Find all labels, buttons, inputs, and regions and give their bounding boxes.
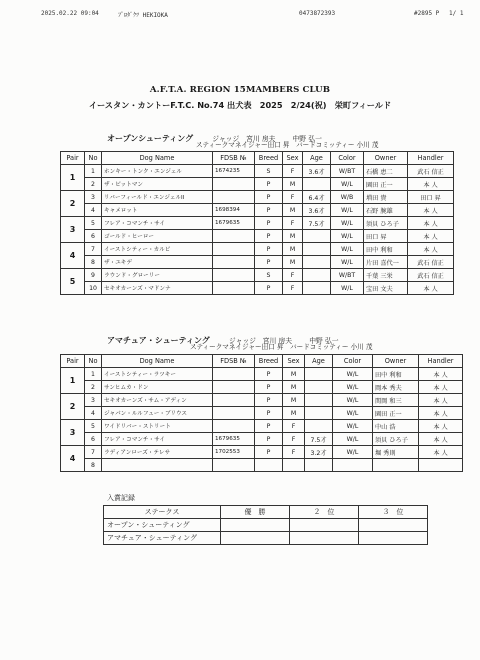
- handler: 本 人: [419, 446, 463, 459]
- breed: P: [255, 282, 283, 295]
- dog-name: サンヒムカ・ドン: [102, 381, 213, 394]
- col-no: No: [85, 152, 102, 165]
- entry-row: [61, 368, 463, 381]
- entry-row: [61, 243, 454, 256]
- sex: F: [283, 282, 303, 295]
- handler: 本 人: [408, 217, 454, 230]
- sex: M: [283, 407, 305, 420]
- entry-row: [61, 420, 463, 433]
- open-judge-2: 中野 弘一: [292, 135, 322, 143]
- sex: M: [283, 243, 303, 256]
- owner: 石橋 恵二: [364, 165, 408, 178]
- age: 3.6才: [303, 165, 331, 178]
- handler: 本 人: [419, 433, 463, 446]
- fdsb-number: [213, 178, 255, 191]
- sex: F: [283, 191, 303, 204]
- club-title: A.F.T.A. REGION 15MAMBERS CLUB: [149, 85, 331, 95]
- breed: [255, 459, 283, 472]
- fdsb-number: 1674235: [213, 165, 255, 178]
- breed: P: [255, 217, 283, 230]
- handler: 武石 信正: [408, 256, 454, 269]
- owner: 田中 利和: [373, 368, 419, 381]
- fax-header: [0, 10, 480, 20]
- age: [305, 459, 333, 472]
- fdsb-number: 1679635: [213, 217, 255, 230]
- handler: 本 人: [408, 230, 454, 243]
- coat-color: W/L: [333, 407, 373, 420]
- owner: 堀 秀則: [373, 446, 419, 459]
- event-title: イースタン・カントーF.T.C. No.74 出犬表 2025 2/24(祝) 栄町フィールド: [88, 100, 392, 110]
- owner: 増田 貴: [364, 191, 408, 204]
- results-first-cell: [221, 532, 290, 545]
- owner: 須貝 ひろ子: [373, 433, 419, 446]
- entry-row: [61, 204, 454, 217]
- sex: F: [283, 420, 305, 433]
- entry-no: 4: [85, 204, 102, 217]
- entry-row: [61, 394, 463, 407]
- results-second-cell: [290, 519, 359, 532]
- dog-name: ワイドリバー・ストリート: [102, 420, 213, 433]
- col-owner: Owner: [373, 355, 419, 368]
- age: [303, 243, 331, 256]
- coat-color: W/L: [333, 446, 373, 459]
- breed: P: [255, 368, 283, 381]
- entry-no: 4: [85, 407, 102, 420]
- results-stake-name: オープン・シューティング: [104, 519, 221, 532]
- entry-row: [61, 407, 463, 420]
- fax-job: #2895 P: [414, 10, 440, 17]
- entry-no: 7: [85, 243, 102, 256]
- results-first-cell: [221, 519, 290, 532]
- open-entries-table: [60, 151, 454, 295]
- age: [305, 381, 333, 394]
- breed: P: [255, 230, 283, 243]
- dog-name: ゴールド・ヒーロー: [102, 230, 213, 243]
- dog-name: セキオカーンズ・サム・アディン: [102, 394, 213, 407]
- owner: [373, 459, 419, 472]
- age: [303, 230, 331, 243]
- owner: 須貝 ひろ子: [364, 217, 408, 230]
- handler: 本 人: [408, 178, 454, 191]
- col-sex: Sex: [283, 152, 303, 165]
- sex: M: [283, 256, 303, 269]
- results-stake-name: アマチュア・シューティング: [104, 532, 221, 545]
- age: [303, 178, 331, 191]
- entry-row: [61, 178, 454, 191]
- sex: F: [283, 165, 303, 178]
- handler: 武石 信正: [408, 269, 454, 282]
- owner: 中山 浩: [373, 420, 419, 433]
- results-row: [104, 532, 428, 545]
- entry-no: 2: [85, 381, 102, 394]
- coat-color: W/L: [331, 204, 364, 217]
- coat-color: W/L: [333, 420, 373, 433]
- pair-number: 5: [61, 269, 85, 295]
- col-color: Color: [333, 355, 373, 368]
- fdsb-number: [213, 191, 255, 204]
- sex: F: [283, 446, 305, 459]
- age: [303, 256, 331, 269]
- pair-number: 3: [61, 420, 85, 446]
- results-second-cell: [290, 532, 359, 545]
- pair-number: 4: [61, 243, 85, 269]
- handler: 本 人: [408, 204, 454, 217]
- entry-no: 1: [85, 165, 102, 178]
- dog-name: ラディアンローズ・テレサ: [102, 446, 213, 459]
- entry-row: [61, 165, 454, 178]
- sex: M: [283, 230, 303, 243]
- col-age: Age: [305, 355, 333, 368]
- age: 3.2才: [305, 446, 333, 459]
- handler: 本 人: [419, 420, 463, 433]
- open-section-title: オープンシューティング: [107, 134, 194, 143]
- fdsb-number: [213, 282, 255, 295]
- entry-no: 2: [85, 178, 102, 191]
- coat-color: W/B: [331, 191, 364, 204]
- handler: 田口 昇: [408, 191, 454, 204]
- amateur-entries-table: [60, 354, 463, 472]
- sex: F: [283, 217, 303, 230]
- dog-name: フレア・コマンチ・サイ: [102, 217, 213, 230]
- breed: P: [255, 446, 283, 459]
- breed: P: [255, 420, 283, 433]
- pair-number: 2: [61, 191, 85, 217]
- coat-color: W/BT: [331, 165, 364, 178]
- dog-name: キャメロット: [102, 204, 213, 217]
- col-no: No: [85, 355, 102, 368]
- amateur-header-row: [61, 355, 463, 368]
- age: 7.5才: [303, 217, 331, 230]
- col-color: Color: [331, 152, 364, 165]
- owner: 田口 昇: [364, 230, 408, 243]
- fdsb-number: [213, 381, 255, 394]
- fax-page: 1/ 1: [449, 10, 464, 17]
- entry-row: [61, 433, 463, 446]
- fax-phone: 0473872393: [299, 10, 336, 17]
- pair-number: 2: [61, 394, 85, 420]
- fdsb-number: 1698394: [213, 204, 255, 217]
- coat-color: W/L: [331, 217, 364, 230]
- handler: 本 人: [419, 407, 463, 420]
- breed: S: [255, 269, 283, 282]
- sex: M: [283, 204, 303, 217]
- results-col-second: ２ 位: [290, 506, 359, 519]
- entry-no: 6: [85, 230, 102, 243]
- entry-no: 9: [85, 269, 102, 282]
- entry-row: [61, 459, 463, 472]
- age: [303, 282, 331, 295]
- entry-no: 5: [85, 420, 102, 433]
- fdsb-number: [213, 407, 255, 420]
- handler: [419, 459, 463, 472]
- col-dog-name: Dog Name: [102, 355, 213, 368]
- results-third-cell: [359, 519, 428, 532]
- results-third-cell: [359, 532, 428, 545]
- sex: M: [283, 368, 305, 381]
- results-header-row: [104, 506, 428, 519]
- age: [305, 407, 333, 420]
- results-table: [103, 505, 428, 545]
- age: 3.6才: [303, 204, 331, 217]
- col-pair: Pair: [61, 355, 85, 368]
- coat-color: W/L: [331, 230, 364, 243]
- fax-datetime: 2025.02.22 09:04: [41, 10, 99, 17]
- breed: P: [255, 433, 283, 446]
- col-age: Age: [303, 152, 331, 165]
- results-col-first: 優 勝: [221, 506, 290, 519]
- coat-color: W/L: [333, 394, 373, 407]
- entry-row: [61, 446, 463, 459]
- col-pair: Pair: [61, 152, 85, 165]
- entry-no: 3: [85, 394, 102, 407]
- sex: M: [283, 178, 303, 191]
- amateur-judge: ジャッジ 宮川 房夫: [228, 337, 293, 345]
- results-col-stakes: ステークス: [104, 506, 221, 519]
- col-dog-name: Dog Name: [102, 152, 213, 165]
- coat-color: [333, 459, 373, 472]
- breed: P: [255, 243, 283, 256]
- pair-number: 4: [61, 446, 85, 472]
- owner: 岡本 秀夫: [373, 381, 419, 394]
- handler: 本 人: [408, 282, 454, 295]
- owner: 石野 腕雄: [364, 204, 408, 217]
- age: [305, 394, 333, 407]
- col-fdsb: FDSB №: [213, 152, 255, 165]
- amateur-steward: スティークマネイジャー田口 昇 バードコミッティー 小川 茂: [190, 343, 373, 351]
- dog-name: イーストシティー・カルビ: [102, 243, 213, 256]
- breed: P: [255, 381, 283, 394]
- owner: 園田 正一: [373, 407, 419, 420]
- dog-name: セキオカーンズ・マドンナ: [102, 282, 213, 295]
- dog-name: ラウンド・グローリー: [102, 269, 213, 282]
- pair-number: 1: [61, 368, 85, 394]
- pair-number: 3: [61, 217, 85, 243]
- col-breed: Breed: [255, 152, 283, 165]
- coat-color: W/L: [333, 368, 373, 381]
- breed: S: [255, 165, 283, 178]
- handler: 武石 信正: [408, 165, 454, 178]
- fax-sender: ﾌﾟﾛﾀﾞｸﾂ HEKIOKA: [118, 12, 168, 19]
- fdsb-number: [213, 459, 255, 472]
- amateur-section-title: アマチュア・シューティング: [107, 336, 210, 345]
- breed: P: [255, 178, 283, 191]
- fdsb-number: [213, 394, 255, 407]
- coat-color: W/BT: [331, 269, 364, 282]
- results-row: [104, 519, 428, 532]
- entry-no: 7: [85, 446, 102, 459]
- age: [305, 368, 333, 381]
- owner: 園田 正一: [364, 178, 408, 191]
- owner: 片田 喜代一: [364, 256, 408, 269]
- col-sex: Sex: [283, 355, 305, 368]
- pair-number: 1: [61, 165, 85, 191]
- entry-row: [61, 381, 463, 394]
- fdsb-number: [213, 230, 255, 243]
- sex: M: [283, 394, 305, 407]
- open-steward: スティークマネイジャー田口 昇 バードコミッティー 小川 茂: [196, 141, 379, 149]
- fdsb-number: 1702553: [213, 446, 255, 459]
- col-fdsb: FDSB №: [213, 355, 255, 368]
- entry-row: [61, 217, 454, 230]
- entry-row: [61, 282, 454, 295]
- fdsb-number: 1679635: [213, 433, 255, 446]
- coat-color: W/L: [331, 243, 364, 256]
- sex: [283, 459, 305, 472]
- open-judge: ジャッジ 宮川 房夫: [212, 135, 276, 143]
- sex: F: [283, 269, 303, 282]
- owner: 田中 利和: [364, 243, 408, 256]
- age: [305, 420, 333, 433]
- handler: 本 人: [419, 381, 463, 394]
- entry-no: 10: [85, 282, 102, 295]
- coat-color: W/L: [331, 178, 364, 191]
- entry-no: 8: [85, 459, 102, 472]
- dog-name: ザ・ピットマン: [102, 178, 213, 191]
- breed: P: [255, 204, 283, 217]
- entry-row: [61, 230, 454, 243]
- open-header-row: [61, 152, 454, 165]
- entry-no: 6: [85, 433, 102, 446]
- breed: P: [255, 394, 283, 407]
- handler: 本 人: [408, 243, 454, 256]
- open-entries-body: [61, 165, 454, 295]
- dog-name: ホンキー・トンク・エンジェル: [102, 165, 213, 178]
- fdsb-number: [213, 368, 255, 381]
- col-breed: Breed: [255, 355, 283, 368]
- age: 7.5才: [305, 433, 333, 446]
- dog-name: フレア・コマンチ・サイ: [102, 433, 213, 446]
- col-handler: Handler: [419, 355, 463, 368]
- fdsb-number: [213, 269, 255, 282]
- fdsb-number: [213, 243, 255, 256]
- dog-name: ザ・ユキデ: [102, 256, 213, 269]
- results-label: 入賞記録: [107, 494, 135, 502]
- amateur-judge-2: 中野 弘一: [309, 337, 339, 345]
- breed: P: [255, 407, 283, 420]
- entry-no: 3: [85, 191, 102, 204]
- col-handler: Handler: [408, 152, 454, 165]
- coat-color: W/L: [333, 381, 373, 394]
- entry-no: 8: [85, 256, 102, 269]
- coat-color: W/L: [333, 433, 373, 446]
- owner: 千葉 三栄: [364, 269, 408, 282]
- sex: F: [283, 433, 305, 446]
- sex: M: [283, 381, 305, 394]
- fdsb-number: [213, 256, 255, 269]
- entry-row: [61, 269, 454, 282]
- coat-color: W/L: [331, 282, 364, 295]
- dog-name: イーストシティー・ラツキー: [102, 368, 213, 381]
- dog-name: ジャパン・ルルフュー・ブリウス: [102, 407, 213, 420]
- coat-color: W/L: [331, 256, 364, 269]
- handler: 本 人: [419, 394, 463, 407]
- handler: 本 人: [419, 368, 463, 381]
- entry-no: 5: [85, 217, 102, 230]
- owner: 関岡 和三: [373, 394, 419, 407]
- age: 6.4才: [303, 191, 331, 204]
- dog-name: [102, 459, 213, 472]
- fdsb-number: [213, 420, 255, 433]
- entry-row: [61, 256, 454, 269]
- dog-name: リバーフィールド・エンジェルII: [102, 191, 213, 204]
- age: [303, 269, 331, 282]
- entry-row: [61, 191, 454, 204]
- amateur-entries-body: [61, 368, 463, 472]
- breed: P: [255, 256, 283, 269]
- entry-no: 1: [85, 368, 102, 381]
- breed: P: [255, 191, 283, 204]
- results-col-third: ３ 位: [359, 506, 428, 519]
- col-owner: Owner: [364, 152, 408, 165]
- owner: 宝田 文夫: [364, 282, 408, 295]
